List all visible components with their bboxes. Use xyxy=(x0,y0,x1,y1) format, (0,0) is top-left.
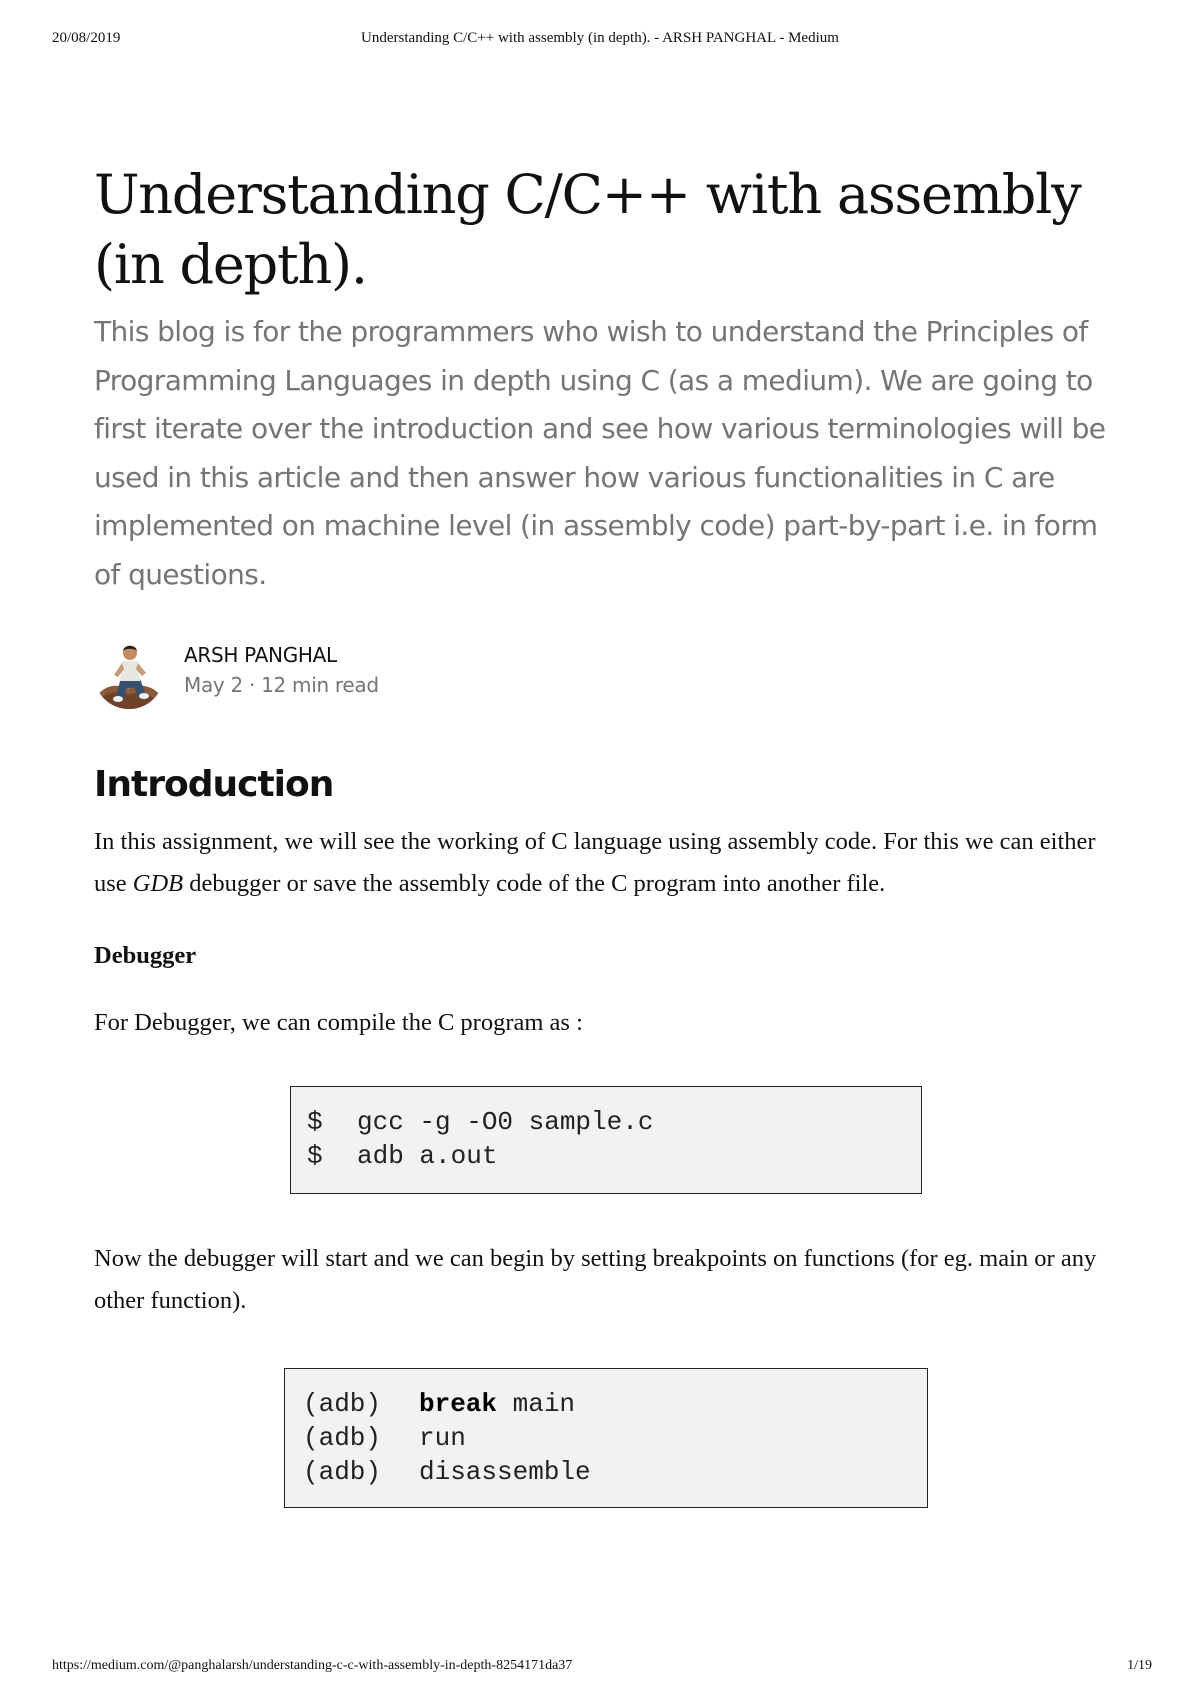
intro-text-1: In this assignment, we will see the working of C language using assembly code. For this we can either use xyxy=(94,828,1096,897)
intro-text-gdb: GDB xyxy=(132,870,184,897)
article-title xyxy=(94,160,1114,300)
print-header xyxy=(0,30,1200,54)
code-argument: main xyxy=(497,1389,576,1419)
code-line xyxy=(307,1139,921,1173)
article-title-line1: Understanding C/C++ with assembly xyxy=(94,163,1081,226)
code-block-gdb xyxy=(284,1368,928,1508)
code-prompt: (adb) xyxy=(303,1389,382,1419)
post-meta: May 2 · 12 min read xyxy=(184,673,379,697)
intro-paragraph xyxy=(94,821,1114,905)
code-command: run xyxy=(419,1423,466,1453)
article-subtitle: This blog is for the programmers who wish to understand the Principles of Programming Languages in depth using C (as a medium). We are going to first iterate over the introduction and see how various terminologies will be used in this article and then answer how various functionalities in C are implemented on machine level (in assembly code) part-by-part i.e. in form of questions. xyxy=(94,315,1106,591)
avatar[interactable] xyxy=(94,639,164,709)
code-prompt: $ xyxy=(307,1141,323,1171)
print-page-title: Understanding C/C++ with assembly (in depth). - ARSH PANGHAL - Medium xyxy=(361,30,839,46)
intro-text-2: debugger or save the assembly code of the C program into another file. xyxy=(183,870,886,897)
print-footer xyxy=(0,1658,1200,1682)
subheading-debugger: Debugger xyxy=(94,942,197,969)
code-command: gcc -g -O0 sample.c xyxy=(357,1107,654,1137)
code-line xyxy=(303,1455,927,1489)
section-heading-introduction: Introduction xyxy=(94,764,334,805)
article xyxy=(94,160,1114,1508)
code-line xyxy=(307,1105,921,1139)
code-command: disassemble xyxy=(419,1457,591,1487)
print-url: https://medium.com/@panghalarsh/understanding-c-c-with-assembly-in-depth-8254171da37 xyxy=(52,1658,573,1673)
author-name[interactable]: ARSH PANGHAL xyxy=(184,643,337,667)
code-prompt: $ xyxy=(307,1107,323,1137)
code-block-compile xyxy=(290,1086,922,1194)
code-command: adb a.out xyxy=(357,1141,498,1171)
code-prompt: (adb) xyxy=(303,1457,382,1487)
code-prompt: (adb) xyxy=(303,1423,382,1453)
code-keyword: break xyxy=(419,1389,498,1419)
author-block xyxy=(94,639,1114,711)
article-title-line2: (in depth). xyxy=(94,233,367,296)
code-line xyxy=(303,1387,927,1421)
print-date: 20/08/2019 xyxy=(52,30,121,46)
code-line xyxy=(303,1421,927,1455)
page-number: 1/19 xyxy=(1127,1658,1152,1673)
author-photo-icon xyxy=(94,639,164,709)
debugger-paragraph: For Debugger, we can compile the C program as : xyxy=(94,1009,583,1036)
breakpoint-paragraph: Now the debugger will start and we can begin by setting breakpoints on functions (for eg. main or any other function). xyxy=(94,1245,1097,1314)
